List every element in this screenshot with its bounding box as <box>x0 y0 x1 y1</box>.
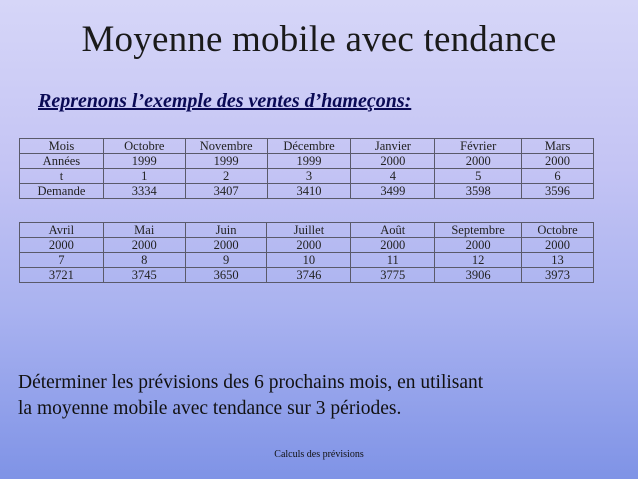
table-cell: Avril <box>20 223 104 238</box>
table-cell: 3650 <box>185 268 267 283</box>
question-line-2: la moyenne mobile avec tendance sur 3 périodes. <box>18 398 402 419</box>
table-row-demand <box>20 184 594 199</box>
table-cell: 3721 <box>20 268 104 283</box>
table-cell: 12 <box>435 253 522 268</box>
table-cell: 2000 <box>20 238 104 253</box>
slide-title: Moyenne mobile avec tendance <box>81 19 557 60</box>
table-cell: 3499 <box>351 184 435 199</box>
table-cell: Janvier <box>351 139 435 154</box>
table-cell: 3775 <box>351 268 435 283</box>
table-cell: 2000 <box>267 238 351 253</box>
table-cell: 1999 <box>267 154 351 169</box>
table-cell: 9 <box>185 253 267 268</box>
table-row-years <box>20 238 594 253</box>
table-cell: Décembre <box>267 139 351 154</box>
table-cell: 3746 <box>267 268 351 283</box>
table-cell: Demande <box>20 184 104 199</box>
table-cell: 11 <box>351 253 435 268</box>
table-cell: 2000 <box>522 238 594 253</box>
table-cell: 2000 <box>522 154 594 169</box>
table-cell: 3973 <box>522 268 594 283</box>
table-cell: 3906 <box>435 268 522 283</box>
table-cell: 2000 <box>435 154 522 169</box>
table-cell: 3407 <box>185 184 267 199</box>
table-cell: Juillet <box>267 223 351 238</box>
table-cell: Années <box>20 154 104 169</box>
table-cell: Février <box>435 139 522 154</box>
table-cell: 2000 <box>435 238 522 253</box>
table-cell: Octobre <box>103 139 185 154</box>
table-cell: Novembre <box>185 139 267 154</box>
table-cell: 10 <box>267 253 351 268</box>
table-cell: 1999 <box>185 154 267 169</box>
table-cell: Août <box>351 223 435 238</box>
slide-subtitle: Reprenons l’exemple des ventes d’hameçons: <box>38 90 412 112</box>
table-cell: 1999 <box>103 154 185 169</box>
table-cell: t <box>20 169 104 184</box>
question-line-1: Déterminer les prévisions des 6 prochains mois, en utilisant <box>18 372 484 393</box>
table-cell: 13 <box>522 253 594 268</box>
table-cell: 3 <box>267 169 351 184</box>
table-cell: 1 <box>103 169 185 184</box>
slide-footer: Calculs des prévisions <box>274 449 364 460</box>
table-cell: 3596 <box>522 184 594 199</box>
table-row-months <box>20 223 594 238</box>
question-text <box>18 370 618 422</box>
table-row-t <box>20 169 594 184</box>
sales-table-2 <box>19 222 594 283</box>
table-row-demand <box>20 268 594 283</box>
table-cell: 2 <box>185 169 267 184</box>
table-row-months <box>20 139 594 154</box>
table-cell: 3598 <box>435 184 522 199</box>
table-cell: 6 <box>522 169 594 184</box>
table-cell: 8 <box>103 253 185 268</box>
table-cell: 5 <box>435 169 522 184</box>
table-cell: 4 <box>351 169 435 184</box>
table-cell: 2000 <box>103 238 185 253</box>
table-cell: Mois <box>20 139 104 154</box>
table-cell: 2000 <box>351 238 435 253</box>
table-row-t <box>20 253 594 268</box>
table-cell: Septembre <box>435 223 522 238</box>
table-cell: Juin <box>185 223 267 238</box>
table-cell: Mars <box>522 139 594 154</box>
table-cell: 3745 <box>103 268 185 283</box>
table-cell: Octobre <box>522 223 594 238</box>
table-cell: Mai <box>103 223 185 238</box>
table-cell: 2000 <box>351 154 435 169</box>
sales-table-1 <box>19 138 594 199</box>
table-cell: 2000 <box>185 238 267 253</box>
table-cell: 3410 <box>267 184 351 199</box>
table-cell: 7 <box>20 253 104 268</box>
table-cell: 3334 <box>103 184 185 199</box>
table-row-years <box>20 154 594 169</box>
